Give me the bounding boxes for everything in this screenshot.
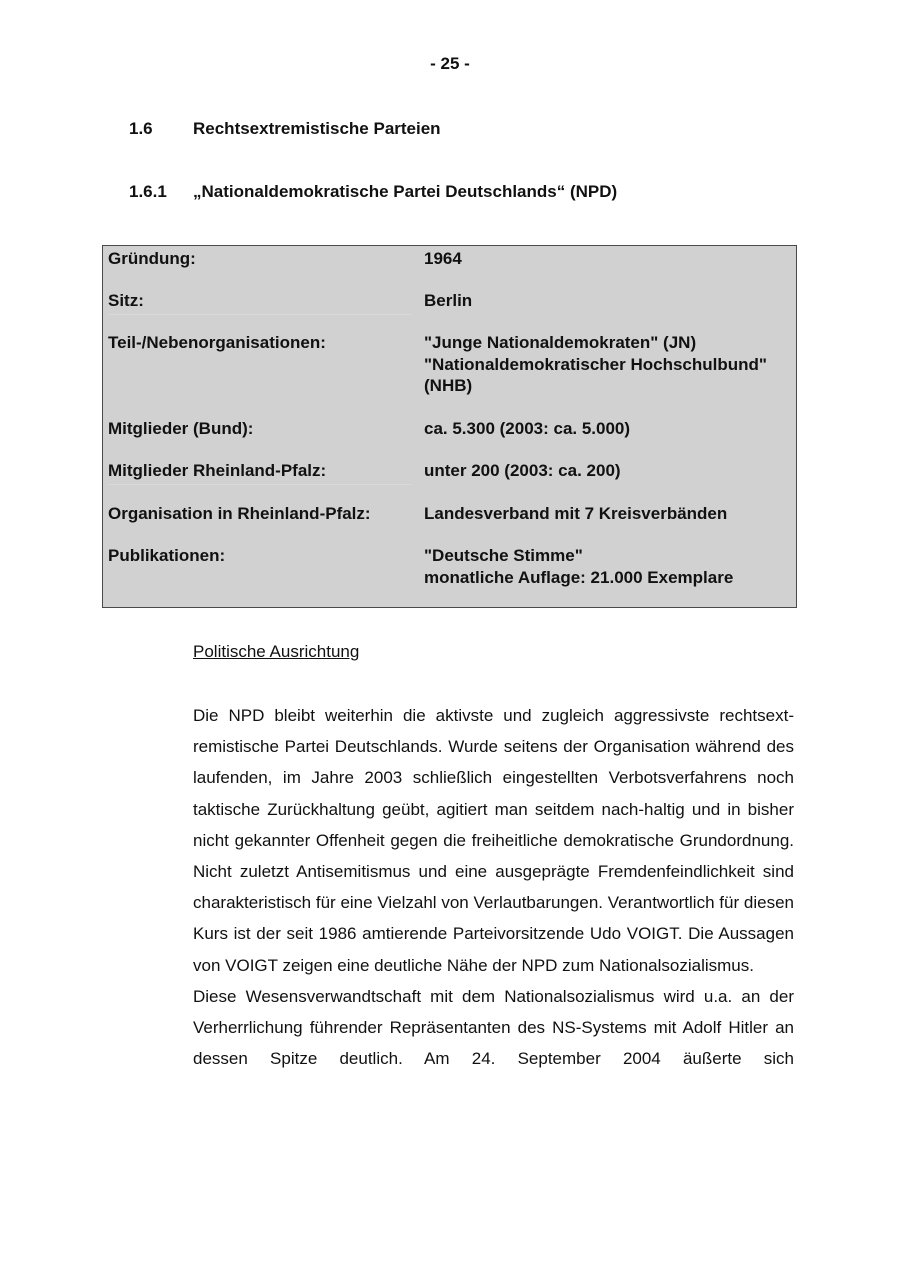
fact-value: "Deutsche Stimme" monatliche Auflage: 21.000 Exemplare [424, 546, 734, 587]
fact-value: Landesverband mit 7 Kreisverbänden [424, 504, 728, 523]
fact-label: Gründung: [108, 249, 196, 268]
fact-value: ca. 5.300 (2003: ca. 5.000) [424, 419, 631, 438]
fact-value: "Junge Nationaldemokraten" (JN) "Nationaldemokratischer Hochschulbund" (NHB) [424, 333, 767, 395]
body-text [193, 700, 794, 1074]
subsection-heading [129, 182, 617, 202]
paragraph: Die NPD bleibt weiterhin die aktivste und zugleich aggressivste rechtsextremistische Partei Deutschlands. Wurde seitens der Organisation während des laufenden, im Jahre 2003 schließlich eingestellten Verbotsverfahrens noch taktische Zurückhaltung geübt, agitiert man seitdem nach-haltig und in bisher nicht gekannter Offenheit gegen die freiheitliche demokratische Grundordnung. Nicht zuletzt Antisemitismus und eine ausgeprägte Fremdenfeindlichkeit sind charakteristisch für eine Vielzahl von Verlautbarungen. Verantwortlich für diesen Kurs ist der seit 1986 amtierende Parteivorsitzende Udo VOIGT. Die Aussagen von VOIGT zeigen eine deutliche Nähe der NPD zum Nationalsozialismus. [193, 706, 794, 975]
fact-label: Sitz: [108, 290, 412, 315]
fact-label: Mitglieder Rheinland-Pfalz: [108, 460, 412, 485]
section-title: Rechtsextremistische Parteien [193, 119, 441, 138]
subsection-number: 1.6.1 [129, 182, 167, 201]
party-fact-box [102, 245, 797, 608]
fact-label: Teil-/Nebenorganisationen: [108, 333, 326, 352]
page-number: - 25 - [430, 54, 470, 73]
political-orientation-heading: Politische Ausrichtung [193, 642, 360, 661]
paragraph: Diese Wesensverwandtschaft mit dem Nationalsozialismus wird u.a. an der Verherrlichung führender Repräsentanten des NS-Systems mit Adolf Hitler an dessen Spitze deutlich. Am 24. September 2004 äußerte sich [193, 986, 794, 1069]
fact-label: Mitglieder (Bund): [108, 419, 254, 438]
fact-label: Publikationen: [108, 546, 226, 565]
section-heading [129, 119, 441, 139]
section-number: 1.6 [129, 119, 153, 138]
fact-value: Berlin [424, 291, 473, 310]
fact-value: unter 200 (2003: ca. 200) [424, 461, 621, 480]
subsection-title: „Nationaldemokratische Partei Deutschlands“ (NPD) [193, 182, 618, 201]
fact-value: 1964 [424, 249, 462, 268]
fact-label: Organisation in Rheinland-Pfalz: [108, 504, 371, 523]
